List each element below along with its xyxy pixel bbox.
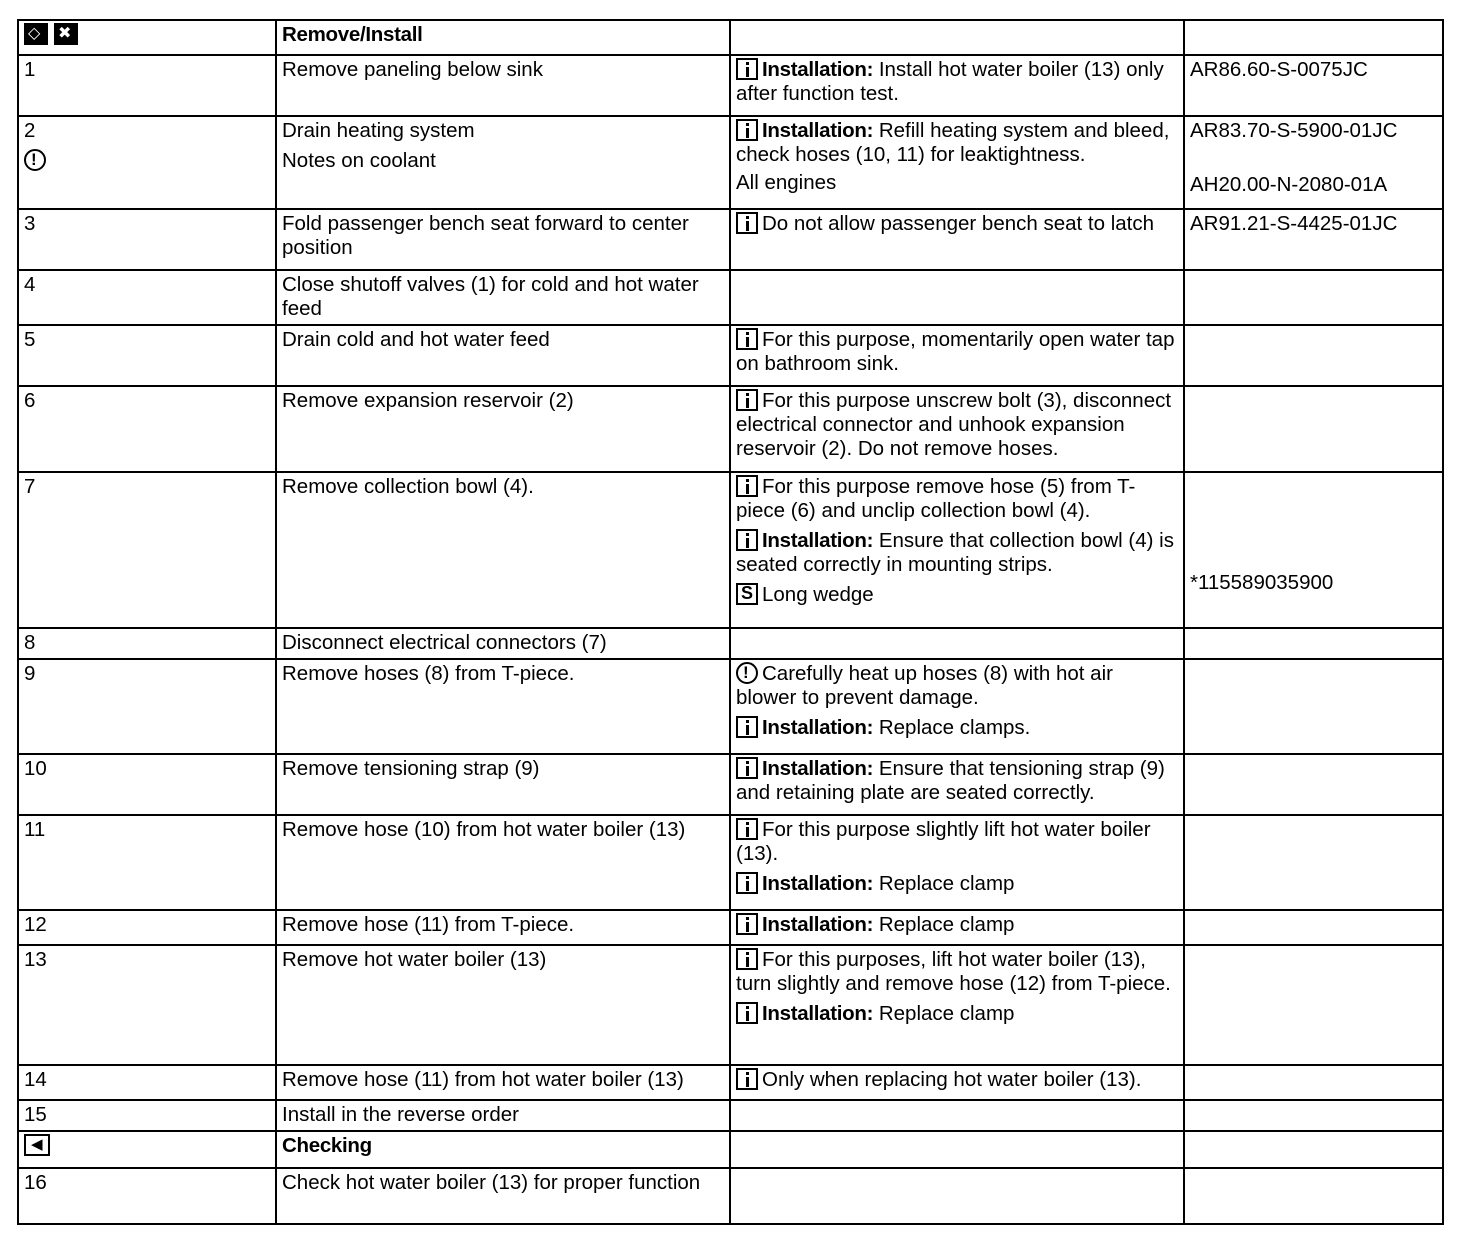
info-icon	[736, 913, 758, 935]
ref-cell	[1184, 1065, 1443, 1100]
warning-icon	[736, 662, 758, 684]
note-label: Installation:	[762, 529, 874, 552]
step-number: 7	[24, 475, 36, 498]
reference-code: AR86.60-S-0075JC	[1190, 58, 1368, 81]
step-number: 13	[24, 948, 47, 971]
table-row	[18, 1065, 1443, 1100]
table-row	[18, 945, 1443, 1065]
table-row	[18, 270, 1443, 325]
step-action: Remove tensioning strap (9)	[282, 757, 540, 780]
checking-note-cell	[730, 1131, 1184, 1168]
note-label: Installation:	[762, 757, 874, 780]
section-title: Remove/Install	[276, 20, 730, 55]
step-action: Remove hose (11) from T-piece.	[282, 913, 575, 936]
note-item	[736, 818, 1178, 866]
note-text: For this purpose unscrew bolt (3), disconnect electrical connector and unhook expansion reservoir (2). Do not remove hoses.	[736, 389, 1172, 460]
step-action: Drain cold and hot water feed	[282, 328, 550, 351]
step-number: 15	[24, 1103, 47, 1126]
note-item	[736, 328, 1178, 376]
note-cell	[730, 754, 1184, 815]
ref-cell	[1184, 910, 1443, 945]
action-cell	[276, 270, 730, 325]
note-label: Installation:	[762, 1002, 874, 1025]
step-number: 3	[24, 212, 36, 235]
step-action: Check hot water boiler (13) for proper function	[282, 1171, 701, 1194]
info-icon	[736, 328, 758, 350]
step-number: 14	[24, 1068, 47, 1091]
action-cell	[276, 1065, 730, 1100]
note-label: Installation:	[762, 119, 874, 142]
note-text: Ensure that tensioning strap (9) and retaining plate are seated correctly.	[736, 757, 1165, 804]
header-row	[18, 20, 1443, 55]
note-item	[736, 583, 1178, 607]
note-item	[736, 948, 1178, 996]
note-item	[736, 872, 1178, 896]
step-action: Remove hose (10) from hot water boiler (13)	[282, 818, 686, 841]
table-row	[18, 1168, 1443, 1224]
note-cell	[730, 386, 1184, 472]
action-cell	[276, 815, 730, 910]
step-number: 1	[24, 58, 36, 81]
action-cell	[276, 1168, 730, 1224]
disassemble-icon	[24, 23, 48, 45]
info-icon	[736, 529, 758, 551]
info-icon	[736, 818, 758, 840]
step-action: Disconnect electrical connectors (7)	[282, 631, 607, 654]
note-item	[736, 757, 1178, 805]
note-text: Replace clamps.	[873, 716, 1031, 739]
step-cell	[18, 815, 276, 910]
ref-cell	[1184, 386, 1443, 472]
sub-step-action: Notes on coolant	[282, 149, 436, 172]
note-text: For this purposes, lift hot water boiler (13), turn slightly and remove hose (12) from T-piece.	[736, 948, 1171, 995]
action-cell	[276, 209, 730, 270]
tool-icon	[736, 583, 758, 605]
note-cell	[730, 945, 1184, 1065]
ref-cell	[1184, 628, 1443, 659]
table-row	[18, 628, 1443, 659]
note-label: Installation:	[762, 872, 874, 895]
note-text: For this purpose slightly lift hot water boiler (13).	[736, 818, 1151, 865]
info-icon	[736, 475, 758, 497]
step-cell	[18, 116, 276, 209]
note-item	[736, 475, 1178, 523]
note-text: Replace clamp	[873, 913, 1015, 936]
step-cell	[18, 55, 276, 116]
warning-icon	[24, 149, 46, 171]
step-action: Remove collection bowl (4).	[282, 475, 534, 498]
step-cell	[18, 209, 276, 270]
info-icon	[736, 1002, 758, 1024]
step-cell	[18, 1100, 276, 1131]
sub-step-note: All engines	[736, 171, 837, 194]
info-icon	[736, 389, 758, 411]
step-action: Remove expansion reservoir (2)	[282, 389, 574, 412]
step-number: 6	[24, 389, 36, 412]
note-cell	[730, 325, 1184, 386]
header-ref-cell	[1184, 20, 1443, 55]
step-cell	[18, 910, 276, 945]
note-text: Install hot water boiler (13) only after function test.	[736, 58, 1164, 105]
action-cell	[276, 910, 730, 945]
note-text: Only when replacing hot water boiler (13).	[762, 1068, 1142, 1091]
info-icon	[736, 948, 758, 970]
note-text: For this purpose remove hose (5) from T-piece (6) and unclip collection bowl (4).	[736, 475, 1136, 522]
step-number: 16	[24, 1171, 47, 1194]
step-cell	[18, 754, 276, 815]
note-item	[736, 389, 1178, 461]
note-cell	[730, 910, 1184, 945]
table-row	[18, 472, 1443, 628]
step-action: Fold passenger bench seat forward to center position	[282, 212, 689, 259]
step-action: Drain heating system	[282, 119, 475, 142]
table-row	[18, 209, 1443, 270]
sub-step-icon-line	[24, 149, 270, 173]
action-cell	[276, 628, 730, 659]
action-cell	[276, 472, 730, 628]
step-action: Remove hose (11) from hot water boiler (13)	[282, 1068, 684, 1091]
note-cell	[730, 270, 1184, 325]
ref-cell	[1184, 945, 1443, 1065]
ref-cell	[1184, 270, 1443, 325]
table-row	[18, 910, 1443, 945]
note-item	[736, 119, 1178, 167]
table-row	[18, 116, 1443, 209]
step-cell	[18, 1065, 276, 1100]
checking-icon	[24, 1134, 50, 1156]
step-action: Install in the reverse order	[282, 1103, 520, 1126]
info-icon	[736, 119, 758, 141]
assemble-icon	[54, 23, 78, 45]
action-cell	[276, 325, 730, 386]
step-cell	[18, 1168, 276, 1224]
checking-icon-cell	[18, 1131, 276, 1168]
step-cell	[18, 270, 276, 325]
note-text: Refill heating system and bleed, check hoses (10, 11) for leaktightness.	[736, 119, 1170, 166]
info-icon	[736, 872, 758, 894]
step-cell	[18, 325, 276, 386]
action-cell	[276, 659, 730, 754]
ref-cell	[1184, 116, 1443, 209]
note-cell	[730, 55, 1184, 116]
note-item	[736, 1068, 1178, 1092]
note-item	[736, 662, 1178, 710]
procedure-body	[18, 20, 1443, 1224]
info-icon	[736, 1068, 758, 1090]
step-action: Remove hoses (8) from T-piece.	[282, 662, 575, 685]
note-cell	[730, 815, 1184, 910]
ref-cell	[1184, 472, 1443, 628]
table-row	[18, 1100, 1443, 1131]
note-text: Carefully heat up hoses (8) with hot air blower to prevent damage.	[736, 662, 1113, 709]
step-number: 12	[24, 913, 47, 936]
procedure-table	[17, 19, 1444, 1225]
step-number: 2	[24, 119, 36, 142]
table-row	[18, 325, 1443, 386]
ref-cell	[1184, 754, 1443, 815]
ref-cell	[1184, 325, 1443, 386]
step-action: Close shutoff valves (1) for cold and hot water feed	[282, 273, 699, 320]
ref-cell	[1184, 1168, 1443, 1224]
ref-cell	[1184, 55, 1443, 116]
note-label: Installation:	[762, 913, 874, 936]
step-cell	[18, 628, 276, 659]
note-label: Installation:	[762, 716, 874, 739]
reference-code: AR91.21-S-4425-01JC	[1190, 212, 1398, 235]
ref-cell	[1184, 659, 1443, 754]
note-cell	[730, 659, 1184, 754]
note-text: Do not allow passenger bench seat to latch	[762, 212, 1155, 235]
table-row	[18, 754, 1443, 815]
note-cell	[730, 116, 1184, 209]
reference-code: AR83.70-S-5900-01JC	[1190, 119, 1398, 142]
step-number: 8	[24, 631, 36, 654]
info-icon	[736, 58, 758, 80]
action-cell	[276, 55, 730, 116]
info-icon	[736, 716, 758, 738]
action-cell	[276, 116, 730, 209]
ref-cell	[1184, 1100, 1443, 1131]
note-text: Replace clamp	[873, 1002, 1015, 1025]
note-text: For this purpose, momentarily open water tap on bathroom sink.	[736, 328, 1175, 375]
table-row	[18, 386, 1443, 472]
action-cell	[276, 754, 730, 815]
note-text: Long wedge	[762, 583, 874, 606]
step-action: Remove hot water boiler (13)	[282, 948, 547, 971]
step-cell	[18, 659, 276, 754]
step-number: 11	[24, 818, 46, 841]
note-cell	[730, 209, 1184, 270]
checking-title: Checking	[276, 1131, 730, 1168]
note-cell	[730, 628, 1184, 659]
step-number: 5	[24, 328, 36, 351]
step-action: Remove paneling below sink	[282, 58, 543, 81]
note-item	[736, 913, 1178, 937]
note-item	[736, 1002, 1178, 1026]
header-note-cell	[730, 20, 1184, 55]
table-row	[18, 55, 1443, 116]
note-item	[736, 58, 1178, 106]
step-cell	[18, 945, 276, 1065]
table-row	[18, 815, 1443, 910]
note-item	[736, 529, 1178, 577]
info-icon	[736, 212, 758, 234]
ref-cell	[1184, 209, 1443, 270]
checking-ref-cell	[1184, 1131, 1443, 1168]
step-number: 9	[24, 662, 36, 685]
note-cell	[730, 1100, 1184, 1131]
table-row	[18, 659, 1443, 754]
note-cell	[730, 1065, 1184, 1100]
step-cell	[18, 472, 276, 628]
note-text: Replace clamp	[873, 872, 1015, 895]
note-label: Installation:	[762, 58, 874, 81]
action-cell	[276, 1100, 730, 1131]
info-icon	[736, 757, 758, 779]
reference-code: *115589035900	[1190, 571, 1334, 594]
note-item	[736, 716, 1178, 740]
action-cell	[276, 386, 730, 472]
note-text: Ensure that collection bowl (4) is seated correctly in mounting strips.	[736, 529, 1174, 576]
ref-cell	[1184, 815, 1443, 910]
checking-header-row	[18, 1131, 1443, 1168]
note-item	[736, 212, 1178, 236]
header-icons-cell	[18, 20, 276, 55]
sub-step-ref: AH20.00-N-2080-01A	[1190, 173, 1388, 196]
note-cell	[730, 472, 1184, 628]
step-number: 4	[24, 273, 36, 296]
step-number: 10	[24, 757, 47, 780]
note-cell	[730, 1168, 1184, 1224]
action-cell	[276, 945, 730, 1065]
step-cell	[18, 386, 276, 472]
